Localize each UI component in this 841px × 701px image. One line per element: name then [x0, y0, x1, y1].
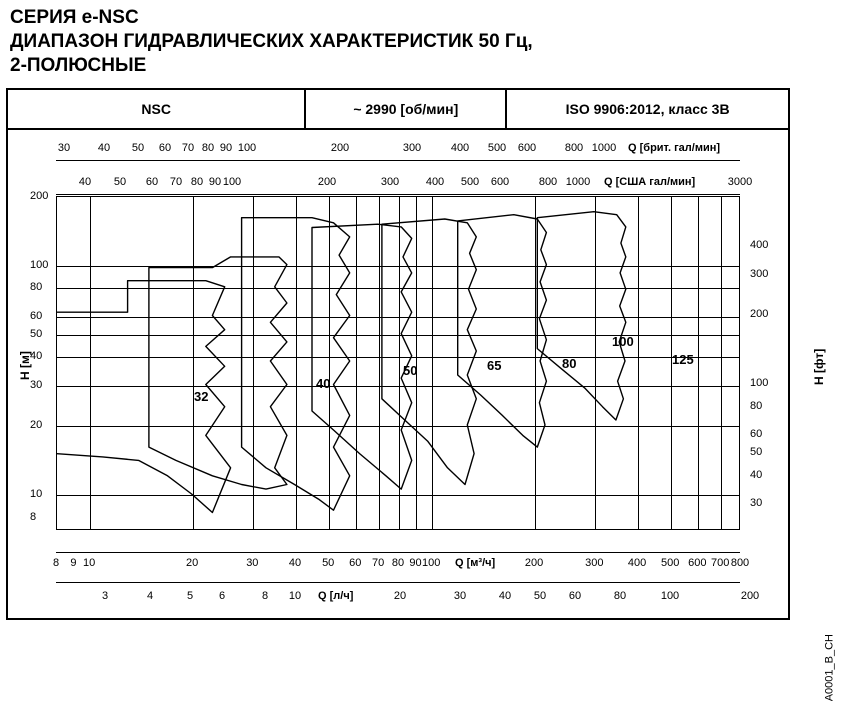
axis-tick-right: 30	[750, 497, 763, 510]
axis-tick-top-brit: 70	[181, 142, 195, 154]
axis-tick-right: 300	[750, 267, 769, 280]
gridline-vertical	[329, 197, 330, 529]
axis-tick-top-brit: 90	[219, 142, 233, 154]
axis-tick-bottom-m3h: 80	[391, 557, 405, 569]
axis-tick-top-us: 50	[113, 176, 127, 188]
axis-top-brit-gpm	[0, 142, 841, 160]
pump-envelope-80	[382, 219, 476, 485]
axis-bottom-lh-line	[56, 582, 740, 583]
axis-tick-bottom-lh: 3	[101, 590, 109, 602]
axis-tick-left: 60	[30, 309, 43, 322]
axis-tick-top-us: 60	[145, 176, 159, 188]
axis-tick-top-us: 300	[380, 176, 400, 188]
axis-tick-top-us: 40	[78, 176, 92, 188]
title-line-3: 2-ПОЛЮСНЫЕ	[10, 55, 147, 76]
axis-tick-bottom-m3h: 8	[52, 557, 60, 569]
gridline-horizontal	[57, 357, 739, 358]
axis-tick-top-brit: 60	[158, 142, 172, 154]
header-speed: ~ 2990 [об/мин]	[304, 90, 507, 128]
axis-unit-brit-gpm: Q [брит. гал/мин]	[628, 142, 721, 154]
axis-top-us-gpm-line	[56, 194, 740, 195]
gridline-horizontal	[57, 317, 739, 318]
axis-tick-bottom-m3h: 800	[730, 557, 750, 569]
axis-tick-bottom-lh: 4	[146, 590, 154, 602]
axis-tick-bottom-m3h: 90	[409, 557, 422, 569]
title-line-2: ДИАПАЗОН ГИДРАВЛИЧЕСКИХ ХАРАКТЕРИСТИК 50 Гц,	[10, 31, 533, 52]
axis-tick-top-brit: 300	[402, 142, 422, 154]
axis-tick-top-us: 100	[222, 176, 242, 188]
axis-tick-right: 100	[750, 377, 769, 390]
axis-tick-bottom-lh: 60	[568, 590, 582, 602]
axis-tick-bottom-m3h: 500	[661, 557, 680, 569]
axis-tick-bottom-m3h: 40	[288, 557, 302, 569]
axis-tick-bottom-lh: 8	[261, 590, 269, 602]
gridline-horizontal	[57, 495, 739, 496]
pump-envelope-125	[537, 212, 626, 420]
curve-label-100: 100	[612, 334, 634, 349]
axis-tick-top-brit: 200	[330, 142, 350, 154]
axis-tick-left: 100	[30, 259, 49, 272]
axis-tick-bottom-m3h: 600	[688, 557, 707, 569]
curve-label-125: 125	[672, 352, 694, 367]
axis-top-brit-gpm-line	[56, 160, 740, 161]
axis-tick-top-us: 80	[190, 176, 204, 188]
axis-bottom-m3h	[0, 557, 841, 575]
axis-tick-bottom-lh: 50	[533, 590, 547, 602]
plot-area	[56, 196, 740, 530]
gridline-vertical	[90, 197, 91, 529]
curve-label-40: 40	[316, 376, 331, 391]
page-title	[10, 6, 830, 78]
gridline-vertical	[721, 197, 722, 529]
title-line-1: СЕРИЯ e-NSC	[10, 7, 139, 28]
gridline-vertical	[356, 197, 357, 529]
gridline-vertical	[698, 197, 699, 529]
gridline-vertical	[535, 197, 536, 529]
axis-tick-right: 60	[750, 428, 763, 441]
axis-tick-bottom-m3h: 20	[185, 557, 199, 569]
gridline-vertical	[638, 197, 639, 529]
curve-label-65: 65	[487, 358, 502, 373]
axis-label-left: H [м]	[18, 351, 32, 380]
axis-tick-bottom-m3h: 400	[627, 557, 647, 569]
axis-top-us-gpm	[0, 176, 841, 194]
gridline-vertical	[399, 197, 400, 529]
axis-tick-top-us: 70	[169, 176, 183, 188]
axis-tick-bottom-lh: 40	[498, 590, 512, 602]
axis-tick-right: 40	[750, 468, 763, 481]
axis-tick-top-us: 1000	[565, 176, 591, 188]
gridline-vertical	[432, 197, 433, 529]
axis-tick-left: 10	[30, 488, 43, 501]
gridline-horizontal	[57, 288, 739, 289]
axis-label-right: H [фт]	[812, 348, 826, 385]
axis-tick-bottom-m3h: 60	[349, 557, 362, 569]
axis-tick-bottom-m3h: 10	[83, 557, 96, 569]
axis-tick-top-us: 3000	[727, 176, 753, 188]
axis-tick-bottom-lh: 30	[453, 590, 467, 602]
axis-tick-top-us: 500	[460, 176, 480, 188]
gridline-vertical	[296, 197, 297, 529]
axis-tick-bottom-lh: 10	[288, 590, 302, 602]
curve-label-32: 32	[194, 389, 209, 404]
axis-tick-left: 20	[30, 419, 43, 432]
axis-tick-left: 80	[30, 281, 43, 294]
header-model: NSC	[141, 101, 171, 117]
axis-tick-bottom-m3h: 70	[372, 557, 385, 569]
axis-tick-bottom-m3h: 30	[246, 557, 259, 569]
axis-tick-bottom-lh: 20	[393, 590, 407, 602]
axis-tick-top-us: 200	[317, 176, 337, 188]
axis-tick-top-brit: 80	[201, 142, 215, 154]
axis-tick-top-brit: 500	[487, 142, 507, 154]
axis-tick-top-us: 90	[208, 176, 222, 188]
axis-tick-left: 8	[30, 510, 37, 523]
axis-tick-bottom-m3h: 50	[322, 557, 335, 569]
axis-tick-top-brit: 40	[97, 142, 111, 154]
axis-tick-bottom-lh: 80	[613, 590, 627, 602]
axis-tick-left: 200	[30, 190, 49, 202]
curve-label-80: 80	[562, 356, 577, 371]
axis-tick-bottom-lh: 100	[660, 590, 680, 602]
gridline-vertical	[595, 197, 596, 529]
axis-bottom-m3h-line	[56, 552, 740, 553]
axis-unit-lh: Q [л/ч]	[318, 590, 354, 602]
axis-tick-top-brit: 600	[517, 142, 537, 154]
gridline-horizontal	[57, 386, 739, 387]
curve-label-50: 50	[403, 363, 418, 378]
axis-tick-right: 200	[750, 308, 769, 321]
axis-unit-m3h: Q [м³/ч]	[455, 557, 496, 569]
axis-tick-top-brit: 30	[57, 142, 71, 154]
axis-tick-top-brit: 50	[131, 142, 145, 154]
axis-tick-bottom-m3h: 700	[710, 557, 730, 569]
axis-tick-right: 400	[750, 239, 769, 252]
axis-unit-us-gpm: Q [США гал/мин]	[604, 176, 696, 188]
axis-tick-top-brit: 400	[450, 142, 470, 154]
axis-tick-top-us: 800	[538, 176, 558, 188]
axis-bottom-lh	[0, 590, 841, 608]
gridline-vertical	[193, 197, 194, 529]
chart-header-band	[8, 90, 788, 130]
axis-tick-bottom-lh: 200	[740, 590, 760, 602]
axis-tick-top-brit: 100	[237, 142, 257, 154]
axis-tick-left: 40	[30, 350, 43, 363]
pump-curve-envelopes	[57, 197, 738, 528]
axis-tick-bottom-m3h: 200	[524, 557, 544, 569]
axis-tick-bottom-lh: 5	[186, 590, 194, 602]
axis-tick-left: 30	[30, 379, 43, 391]
gridline-horizontal	[57, 426, 739, 427]
axis-tick-bottom-m3h: 100	[421, 557, 441, 569]
gridline-vertical	[379, 197, 380, 529]
axis-tick-left: 50	[30, 328, 43, 341]
axis-tick-bottom-lh: 6	[218, 590, 226, 602]
axis-tick-top-brit: 800	[564, 142, 584, 154]
gridline-horizontal	[57, 266, 739, 267]
axis-tick-top-brit: 1000	[591, 142, 617, 154]
axis-tick-bottom-m3h: 9	[70, 557, 77, 569]
drawing-code: A0001_B_CH	[823, 634, 835, 701]
axis-tick-right: 80	[750, 399, 763, 412]
axis-tick-right: 50	[750, 446, 763, 459]
axis-tick-top-us: 600	[490, 176, 510, 188]
header-standard: ISO 9906:2012, класс 3В	[565, 101, 730, 117]
axis-tick-top-us: 400	[425, 176, 445, 188]
axis-tick-bottom-m3h: 300	[585, 557, 604, 569]
gridline-vertical	[253, 197, 254, 529]
gridline-horizontal	[57, 335, 739, 336]
